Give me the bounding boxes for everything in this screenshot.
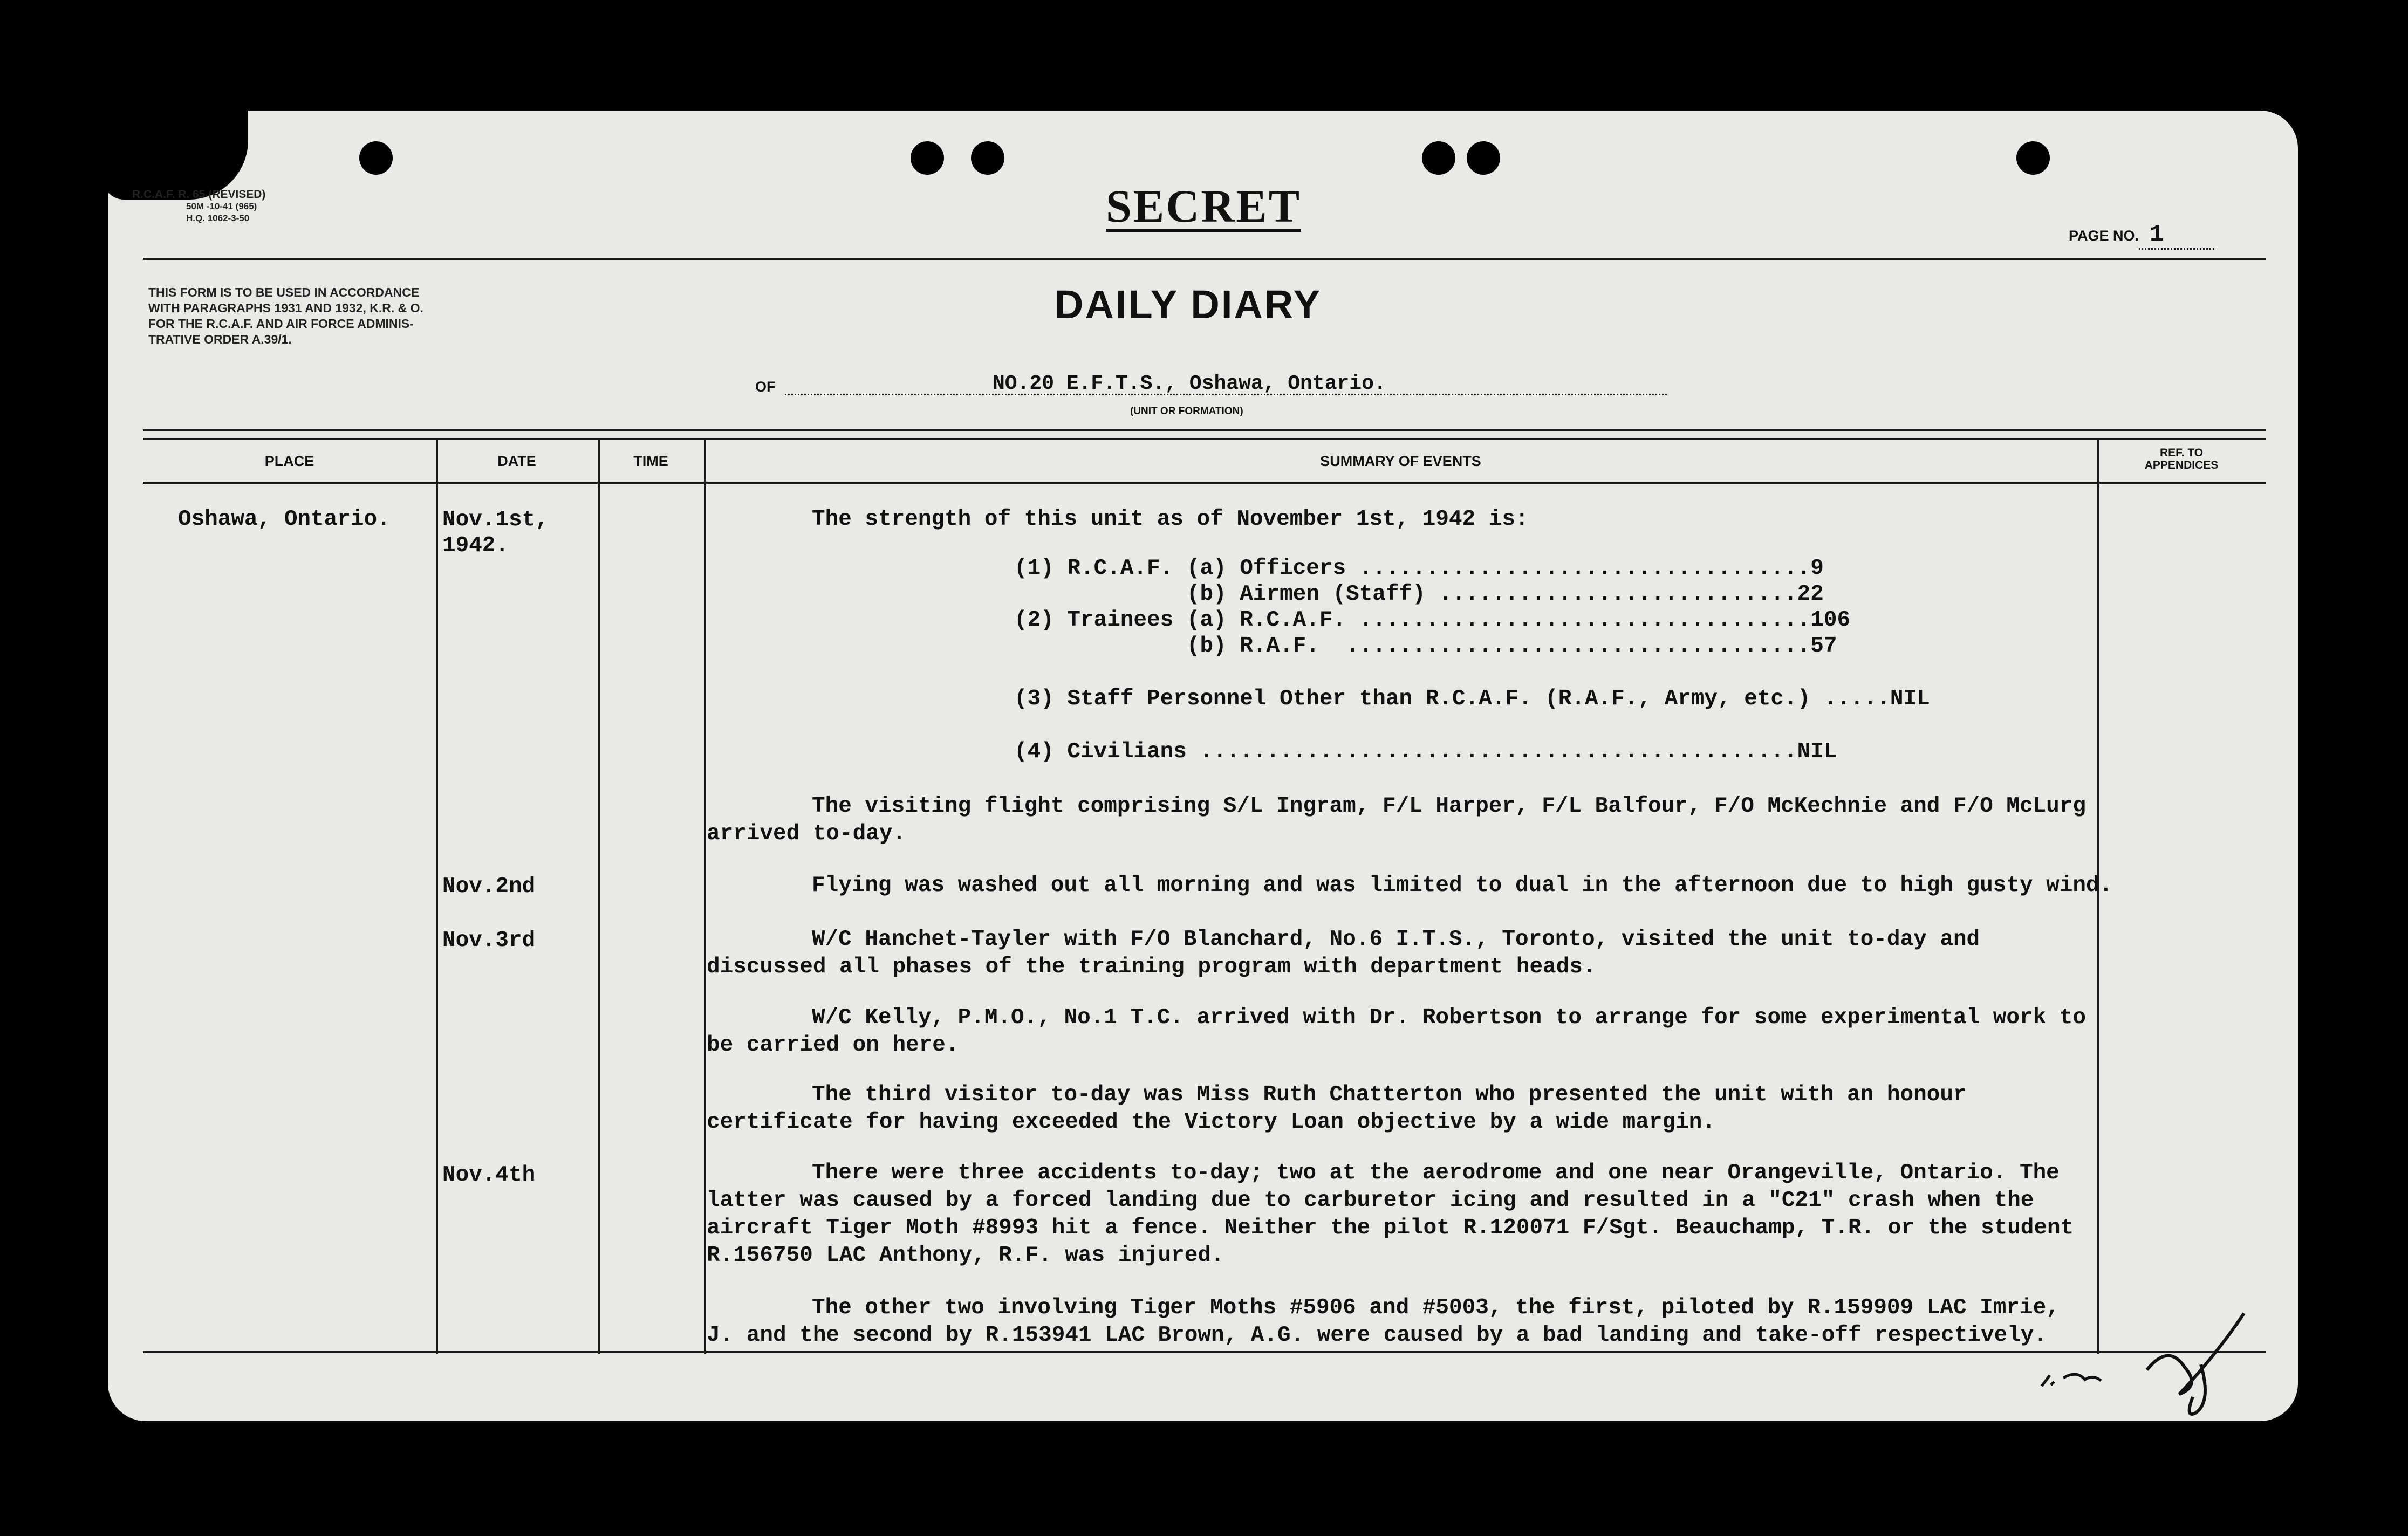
entry-nov4-b: The other two involving Tiger Moths #5906 and #5003, the first, piloted by R.159909 LAC Imrie, J. and the second by R.153941 LAC Brown, A.G. were caused by a bad landing and take-off respectively. bbox=[707, 1295, 2060, 1348]
entry-nov2: Flying was washed out all morning and was limited to dual in the afternoon due to high gusty wind. bbox=[812, 873, 2113, 898]
strength-line: (4) Civilians .............................................NIL bbox=[1014, 739, 1837, 764]
unit-caption: (UNIT OR FORMATION) bbox=[1130, 406, 1243, 417]
column-header-summary: SUMMARY OF EVENTS bbox=[1320, 453, 1481, 469]
column-divider bbox=[436, 440, 438, 1354]
form-identifier: R.C.A.F. R. 65 (REVISED) 50M -10-41 (965) H.Q. 1062-3-50 bbox=[132, 188, 266, 223]
entry-nov3-a: W/C Hanchet-Tayler with F/O Blanchard, No.6 I.T.S., Toronto, visited the unit to-day and discussed all phases of the training program with department heads. bbox=[707, 927, 1980, 979]
strength-line: (3) Staff Personnel Other than R.C.A.F. (R.A.F., Army, etc.) .....NIL bbox=[1014, 687, 1930, 711]
column-header-time: TIME bbox=[633, 453, 668, 469]
punch-hole bbox=[1422, 141, 1455, 175]
entry-nov3-c: The third visitor to-day was Miss Ruth Chatterton who presented the unit with an honour certificate for having exceeded the Victory Loan objective by a wide margin. bbox=[707, 1082, 1967, 1135]
punch-hole bbox=[2016, 141, 2050, 175]
form-instructions: THIS FORM IS TO BE USED IN ACCORDANCE WITH PARAGRAPHS 1931 AND 1932, K.R. & O. FOR THE R.C.A.F. AND AIR FORCE ADMINIS- TRATIVE ORDER A.39/1. bbox=[148, 285, 423, 346]
place-entry: Oshawa, Ontario. bbox=[178, 507, 391, 532]
handwritten-signature bbox=[2039, 1311, 2266, 1418]
strength-intro: The strength of this unit as of November 1st, 1942 is: bbox=[812, 507, 1529, 532]
date-nov2: Nov.2nd bbox=[442, 874, 536, 899]
column-divider bbox=[598, 440, 600, 1354]
entry-nov4-a: There were three accidents to-day; two at the aerodrome and one near Orangeville, Ontario. The latter was caused by a forced landing due to carburetor icing and resulted in a "C21" crash when the aircraft Tiger Moth #8993 hit a fence. Neither the pilot R.120071 F/Sgt. Beauchamp, T.R. or the student R.156750 LAC Anthony, R.F. was injured. bbox=[707, 1161, 2074, 1268]
strength-line: (2) Trainees (a) R.C.A.F. ..................................106 bbox=[1014, 608, 1851, 633]
date-nov4: Nov.4th bbox=[442, 1163, 536, 1188]
page-title: DAILY DIARY bbox=[1055, 282, 1322, 327]
column-header-date: DATE bbox=[497, 453, 536, 469]
page-number bbox=[2069, 221, 2214, 250]
header-rule bbox=[143, 258, 2266, 260]
punch-hole bbox=[1467, 141, 1500, 175]
table-top-rule bbox=[143, 429, 2266, 431]
column-header-rule bbox=[143, 482, 2266, 484]
punch-hole bbox=[911, 141, 944, 175]
page-number-label: PAGE NO. bbox=[2069, 228, 2139, 244]
table-bottom-rule bbox=[143, 1351, 2266, 1353]
entry-nov3-b: W/C Kelly, P.M.O., No.1 T.C. arrived with Dr. Robertson to arrange for some experimental work to be carried on here. bbox=[707, 1005, 2086, 1058]
of-label: OF bbox=[755, 379, 776, 395]
column-divider bbox=[704, 440, 706, 1354]
entry-visiting-flight: The visiting flight comprising S/L Ingram, F/L Harper, F/L Balfour, F/O McKechnie and F/O McLurg arrived to-day. bbox=[707, 794, 2086, 846]
strength-line: (b) R.A.F. ...................................57 bbox=[1014, 634, 1837, 659]
unit-name: NO.20 E.F.T.S., Oshawa, Ontario. bbox=[993, 372, 1386, 395]
column-header-place: PLACE bbox=[264, 453, 314, 469]
date-nov1: Nov.1st, 1942. bbox=[442, 508, 549, 558]
date-nov3: Nov.3rd bbox=[442, 928, 536, 953]
page-number-value: 1 bbox=[2139, 221, 2214, 250]
punch-hole bbox=[359, 141, 393, 175]
classification-stamp: SECRET bbox=[1106, 180, 1302, 232]
torn-corner bbox=[102, 108, 248, 200]
strength-line: (1) R.C.A.F. (a) Officers ..................................9 bbox=[1014, 556, 1824, 581]
punch-hole bbox=[971, 141, 1004, 175]
table-top-rule bbox=[143, 438, 2266, 440]
column-header-appendices: REF. TO APPENDICES bbox=[2144, 447, 2219, 471]
strength-line: (b) Airmen (Staff) ...........................22 bbox=[1014, 582, 1824, 607]
